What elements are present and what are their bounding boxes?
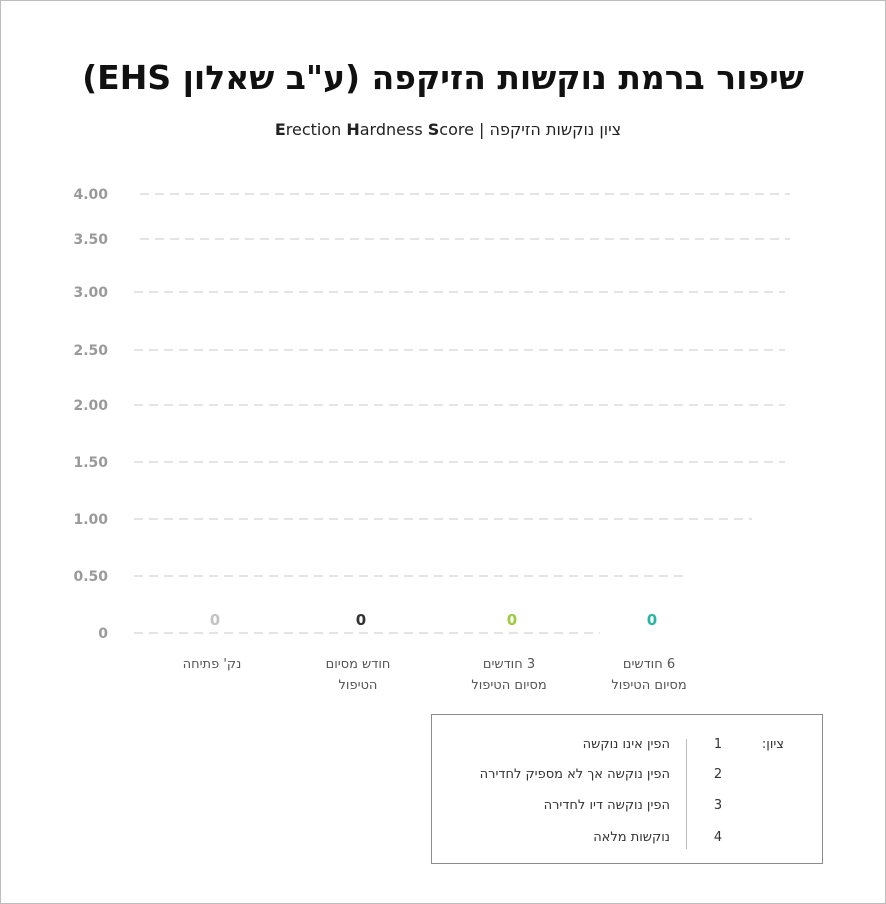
legend-row xyxy=(432,767,824,787)
x-category-label: 6 חודשים xyxy=(622,657,676,672)
y-tick-label: 4.00 xyxy=(73,187,108,203)
bar-value-label: 0 xyxy=(209,611,221,629)
legend-row xyxy=(432,830,824,850)
x-category-label: נק' פתיחה xyxy=(182,657,242,672)
bar-value-label: 0 xyxy=(355,611,367,629)
y-tick-label: 2.00 xyxy=(73,398,108,414)
subtitle-english: Erection Hardness Score xyxy=(274,120,474,139)
y-tick-label: 1.00 xyxy=(73,512,108,528)
legend-row xyxy=(432,798,824,818)
x-category-label: מסיום הטיפול xyxy=(611,678,687,693)
x-category-label: מסיום הטיפול xyxy=(471,678,547,693)
legend-num: 1 xyxy=(713,737,723,752)
legend-num: 4 xyxy=(713,830,723,845)
y-tick-label: 1.50 xyxy=(73,455,108,471)
y-tick-label: 0.50 xyxy=(73,569,108,585)
x-category-label: חודש מסיום xyxy=(325,657,391,672)
subtitle-hebrew: ציון נוקשות הזיקפה | xyxy=(479,120,622,139)
bar-value-label: 0 xyxy=(646,611,658,629)
legend-text: הפין נוקשה דיו לחדירה xyxy=(543,798,670,813)
legend-text: הפין אינו נוקשה xyxy=(582,737,670,752)
y-tick-label: 3.00 xyxy=(73,285,108,301)
legend-text: נוקשות מלאה xyxy=(593,830,670,845)
legend-row xyxy=(432,737,824,757)
legend-text: הפין נוקשה אך לא מספיק לחדירה xyxy=(479,767,670,782)
legend-num: 3 xyxy=(713,798,723,813)
legend-num: 2 xyxy=(713,767,723,782)
chart-title: שיפור ברמת נוקשות הזיקפה (ע"ב שאלון EHS) xyxy=(82,58,804,97)
legend-heading: ציון: xyxy=(761,737,784,752)
x-category-label: הטיפול xyxy=(338,678,378,693)
y-tick-label: 3.50 xyxy=(73,232,108,248)
y-tick-label: 2.50 xyxy=(73,343,108,359)
x-category-label: 3 חודשים xyxy=(482,657,536,672)
legend-box xyxy=(431,714,823,864)
bar-value-label: 0 xyxy=(506,611,518,629)
y-tick-label: 0 xyxy=(98,626,108,642)
